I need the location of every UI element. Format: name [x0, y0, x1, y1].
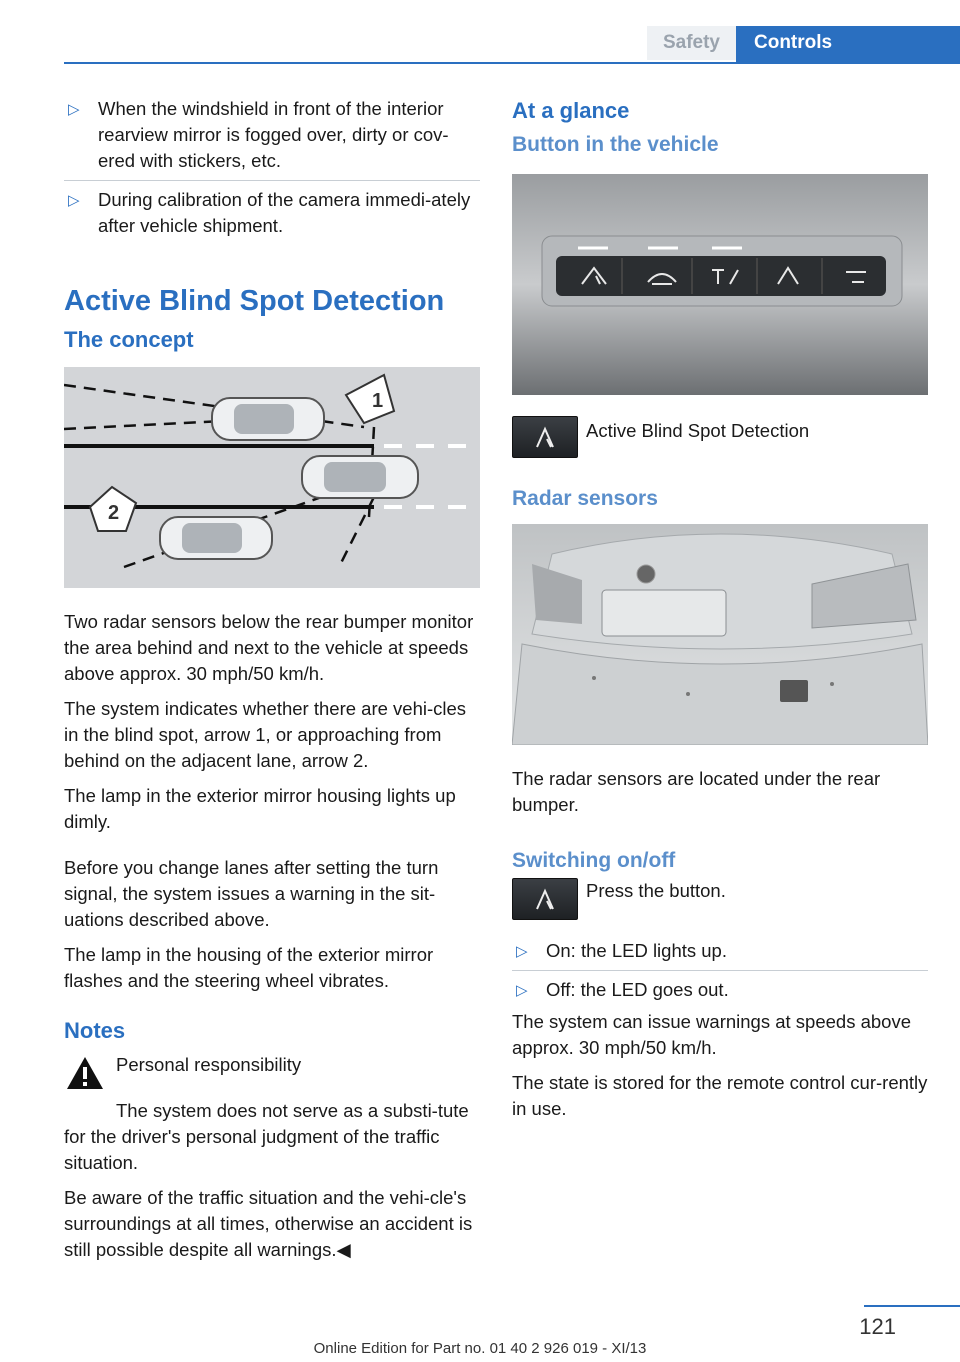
button-caption: Active Blind Spot Detection — [586, 420, 810, 441]
triangle-bullet-icon: ▷ — [516, 943, 528, 960]
radar-heading: Radar sensors — [512, 487, 658, 510]
car-icon — [212, 398, 324, 440]
blind-spot-button-icon — [512, 416, 578, 458]
warning-note — [64, 1052, 480, 1098]
left-column — [64, 96, 480, 1272]
switch-instruction — [512, 878, 928, 924]
end-mark-icon: ◀ — [336, 1239, 351, 1260]
switch-text: Press the button. — [586, 880, 726, 901]
list-item: ▷ During calibration of the camera immedi-ately after vehicle shipment. — [68, 189, 471, 236]
svg-text:2: 2 — [108, 502, 120, 524]
section-tab: Safety — [647, 26, 736, 60]
warning-icon — [66, 1056, 104, 1090]
blind-spot-diagram — [64, 367, 480, 588]
triangle-bullet-icon: ▷ — [68, 192, 80, 209]
switch-heading: Switching on/off — [512, 849, 676, 872]
car-icon — [160, 517, 272, 559]
footer-rule — [864, 1305, 960, 1307]
list-item: ▷ On: the LED lights up. — [512, 938, 928, 964]
paragraph: Before you change lanes after setting the turn signal, the system issues a warning in the sit-uations described above. — [64, 857, 439, 930]
edition-footer: Online Edition for Part no. 01 40 2 926 019 - XI/13 — [313, 1340, 647, 1357]
paragraph: The lamp in the exterior mirror housing lights up dimly. — [64, 785, 456, 832]
paragraph: The state is stored for the remote control cur-rently in use. — [512, 1072, 928, 1119]
glance-heading: At a glance — [512, 98, 630, 123]
page-header — [64, 26, 960, 64]
paragraph: The system indicates whether there are vehi-cles in the blind spot, arrow 1, or approaching from behind on the adjacent lane, arrow 2. — [64, 698, 467, 771]
page-number: 121 — [859, 1314, 896, 1339]
section-title: Active Blind Spot Detection — [64, 285, 445, 317]
button-heading: Button in the vehicle — [512, 133, 719, 156]
list-item: ▷ When the windshield in front of the interior rearview mirror is fogged over, dirty or cov-ered with stickers, etc. — [68, 98, 449, 171]
divider — [64, 180, 480, 181]
notes-heading: Notes — [64, 1018, 126, 1043]
warning-text: The system does not serve as a substi-tute for the driver's personal judgment of the traffic situation. — [64, 1100, 469, 1173]
blind-spot-button-icon — [512, 878, 578, 920]
concept-heading: The concept — [64, 327, 194, 352]
chapter-tab: Controls — [736, 26, 960, 62]
svg-text:1: 1 — [372, 390, 384, 412]
right-column — [512, 96, 928, 1131]
button-panel-photo — [512, 174, 928, 395]
divider — [512, 970, 928, 971]
paragraph: The radar sensors are located under the rear bumper. — [512, 768, 881, 815]
button-legend — [512, 416, 928, 462]
car-icon — [302, 456, 418, 498]
triangle-bullet-icon: ▷ — [516, 982, 528, 999]
list-item: ▷ Off: the LED goes out. — [512, 977, 928, 1003]
paragraph: The lamp in the housing of the exterior mirror flashes and the steering wheel vibrates. — [64, 944, 434, 991]
paragraph: The system can issue warnings at speeds above approx. 30 mph/50 km/h. — [512, 1011, 911, 1058]
radar-sensor-photo — [512, 524, 928, 745]
warning-title: Personal responsibility — [116, 1054, 302, 1075]
warning-text: Be aware of the traffic situation and the vehi-cle's surroundings at all times, otherwise an accident is still possible despite all warnings.◀ — [64, 1187, 473, 1260]
triangle-bullet-icon: ▷ — [68, 101, 80, 118]
paragraph: Two radar sensors below the rear bumper monitor the area behind and next to the vehicle at speeds above approx. 30 mph/50 km/h. — [64, 611, 474, 684]
